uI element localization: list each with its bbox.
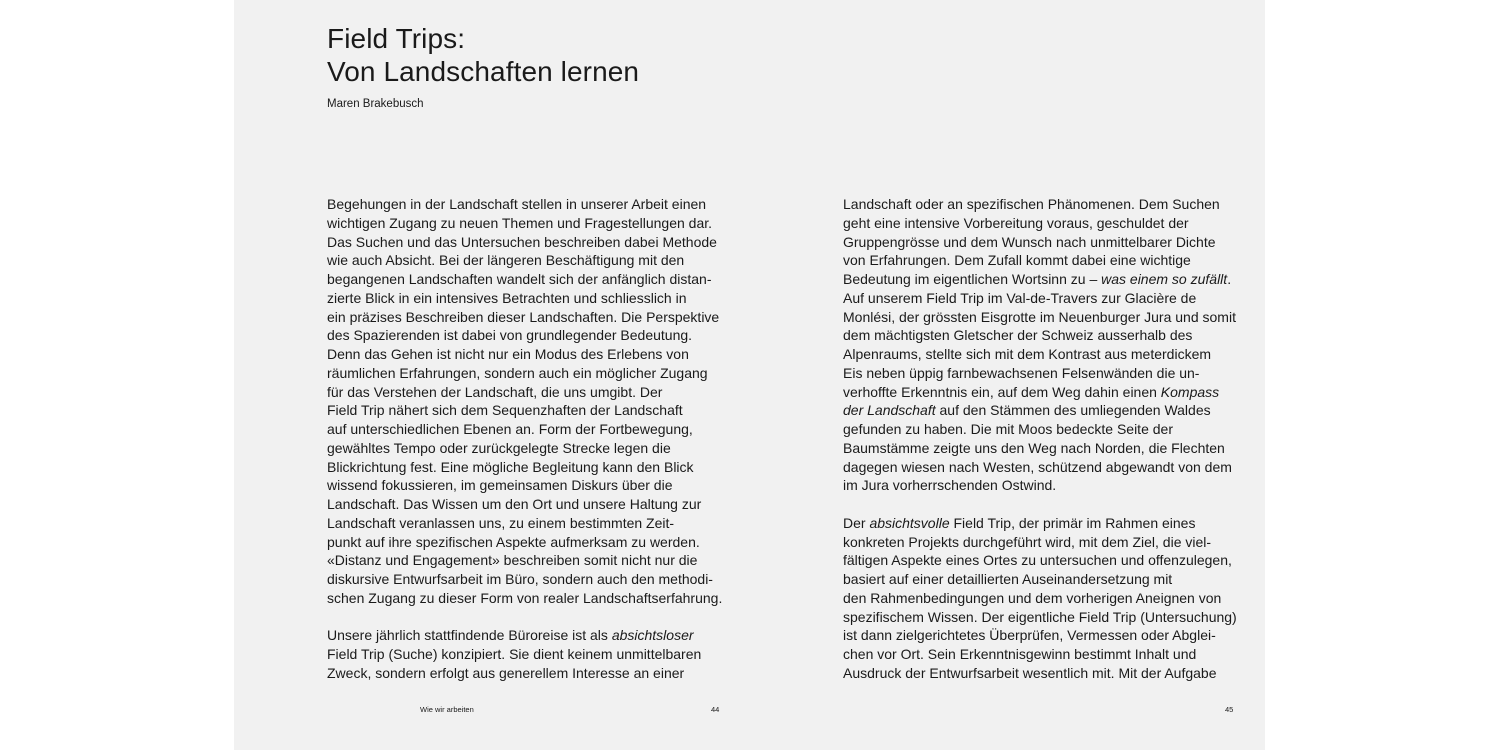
text-line: «Distanz und Engagement» beschreiben somit nicht nur die [327, 552, 698, 569]
text-line: wie auch Absicht. Bei der längeren Beschäftigung mit den [327, 252, 685, 269]
text-run: Bedeutung im eigentlichen Wortsinn zu – [843, 271, 1102, 287]
emphasis-text: Kompass [1160, 383, 1220, 400]
emphasis-text: absichtsvolle [869, 514, 950, 531]
text-line: des Spazierenden ist dabei von grundlegender Bedeutung. [327, 327, 693, 344]
article-title [327, 22, 639, 88]
text-line: wichtigen Zugang zu neuen Themen und Fragestellungen dar. [327, 214, 713, 231]
text-line: Eis neben üppig farnbewachsenen Felsenwänden die un- [843, 364, 1200, 381]
text-line: geht eine intensive Vorbereitung voraus, geschuldet der [843, 214, 1189, 231]
text-line: den Rahmenbedingungen und dem vorherigen Aneignen von [843, 589, 1222, 606]
text-line: schen Zugang zu dieser Form von realer Landschaftserfahrung. [327, 589, 723, 606]
text-line: Baumstämme zeigte uns den Weg nach Norden, die Flechten [843, 439, 1225, 456]
text-line [843, 383, 1243, 402]
text-line: zierte Blick in ein intensives Betrachten und schliesslich in [327, 289, 687, 306]
text-line: begangenen Landschaften wandelt sich der anfänglich distan- [327, 271, 712, 287]
text-line: Gruppengrösse und dem Wunsch nach unmittelbarer Dichte [843, 233, 1216, 250]
text-line: dagegen wiesen nach Westen, schützend abgewandt von dem [843, 458, 1232, 475]
text-run: Der [843, 514, 870, 531]
text-line: basiert auf einer detaillierten Auseinandersetzung mit [843, 571, 1173, 587]
author-name: Maren Brakebusch [327, 98, 424, 110]
title-line-2: Von Landschaften lernen [327, 56, 640, 87]
text-line: Ausdruck der Entwurfsarbeit wesentlich mit. Mit der Aufgabe [843, 664, 1217, 681]
text-line: von Erfahrungen. Dem Zufall kommt dabei eine wichtige [843, 252, 1191, 269]
text-run: Unsere jährlich stattfindende Büroreise ist als [327, 627, 612, 644]
text-line: Auf unserem Field Trip im Val-de-Travers zur Glacière de [843, 289, 1197, 306]
left-paragraph-2 [327, 626, 727, 682]
title-line-1: Field Trips: [327, 23, 466, 54]
text-run: Field Trip, der primär im Rahmen eines [949, 514, 1196, 531]
text-line: Monlési, der grössten Eisgrotte im Neuenburger Jura und somit [843, 308, 1236, 325]
paragraph-gap [327, 608, 727, 627]
text-line: für das Verstehen der Landschaft, die uns umgibt. Der [327, 383, 663, 400]
text-line: wissend fokussieren, im gemeinsamen Diskurs über die [327, 477, 673, 494]
right-column [843, 195, 1243, 683]
text-line: Zweck, sondern erfolgt aus generellem Interesse an einer [327, 664, 685, 681]
text-line: Alpenraums, stellte sich mit dem Kontrast aus meterdickem [843, 346, 1212, 362]
page-number-right: 45 [1225, 705, 1234, 714]
text-line: räumlichen Erfahrungen, sondern auch ein möglicher Zugang [327, 364, 708, 381]
left-column [327, 195, 727, 683]
emphasis-text: der Landschaft [843, 402, 936, 419]
text-line: ist dann zielgerichtetes Überprüfen, Vermessen oder Abglei- [843, 627, 1216, 644]
right-paragraph-2 [843, 514, 1243, 683]
text-line: Landschaft veranlassen uns, zu einem bestimmten Zeit- [327, 514, 675, 531]
text-line: fältigen Aspekte eines Ortes zu untersuchen und offenzulegen, [843, 552, 1232, 569]
text-line: auf unterschiedlichen Ebenen an. Form der Fortbewegung, [327, 421, 693, 437]
text-line: spezifischem Wissen. Der eigentliche Field Trip (Untersuchung) [843, 608, 1237, 625]
emphasis-text: was einem so zufällt [1101, 271, 1228, 287]
text-line: Denn das Gehen ist nicht nur ein Modus des Erlebens von [327, 346, 689, 362]
text-line: Das Suchen und das Untersuchen beschreiben dabei Methode [327, 233, 717, 250]
text-line [843, 401, 1243, 420]
text-line: konkreten Projekts durchgeführt wird, mit dem Ziel, die viel- [843, 533, 1212, 550]
text-line: gefunden zu haben. Die mit Moos bedeckte Seite der [843, 421, 1173, 437]
page-number-left: 44 [711, 705, 720, 714]
text-run: auf den Stämmen des umliegenden Waldes [935, 402, 1211, 419]
text-line: dem mächtigsten Gletscher der Schweiz ausserhalb des [843, 327, 1193, 344]
text-run: verhoffte Erkenntnis ein, auf dem Weg dahin einen [843, 383, 1161, 400]
text-line [843, 270, 1243, 289]
text-line [843, 514, 1243, 533]
text-run: . [1227, 271, 1232, 287]
text-line: Field Trip nähert sich dem Sequenzhaften der Landschaft [327, 402, 683, 419]
emphasis-text: absichtsloser [611, 627, 694, 644]
text-line: Landschaft. Das Wissen um den Ort und unsere Haltung zur [327, 496, 702, 512]
text-line: diskursive Entwurfsarbeit im Büro, sondern auch den methodi- [327, 571, 713, 587]
text-line: Field Trip (Suche) konzipiert. Sie dient keinem unmittelbaren [327, 646, 702, 662]
text-line: punkt auf ihre spezifischen Aspekte aufmerksam zu werden. [327, 533, 700, 550]
text-line: Landschaft oder an spezifischen Phänomenen. Dem Suchen [843, 196, 1220, 212]
text-line: Begehungen in der Landschaft stellen in unserer Arbeit einen [327, 196, 707, 212]
text-line [327, 626, 727, 645]
right-paragraph-1 [843, 195, 1243, 495]
text-line: im Jura vorherrschenden Ostwind. [843, 477, 1057, 494]
book-spread [234, 0, 1265, 750]
text-line: Blickrichtung fest. Eine mögliche Begleitung kann den Blick [327, 458, 694, 475]
paragraph-gap [843, 495, 1243, 514]
text-line: gewähltes Tempo oder zurückgelegte Strecke legen die [327, 439, 671, 456]
text-line: ein präzises Beschreiben dieser Landschaften. Die Perspektive [327, 308, 720, 325]
left-paragraph-1 [327, 195, 727, 608]
running-head: Wie wir arbeiten [420, 705, 474, 714]
text-line: chen vor Ort. Sein Erkenntnisgewinn bestimmt Inhalt und [843, 646, 1197, 662]
